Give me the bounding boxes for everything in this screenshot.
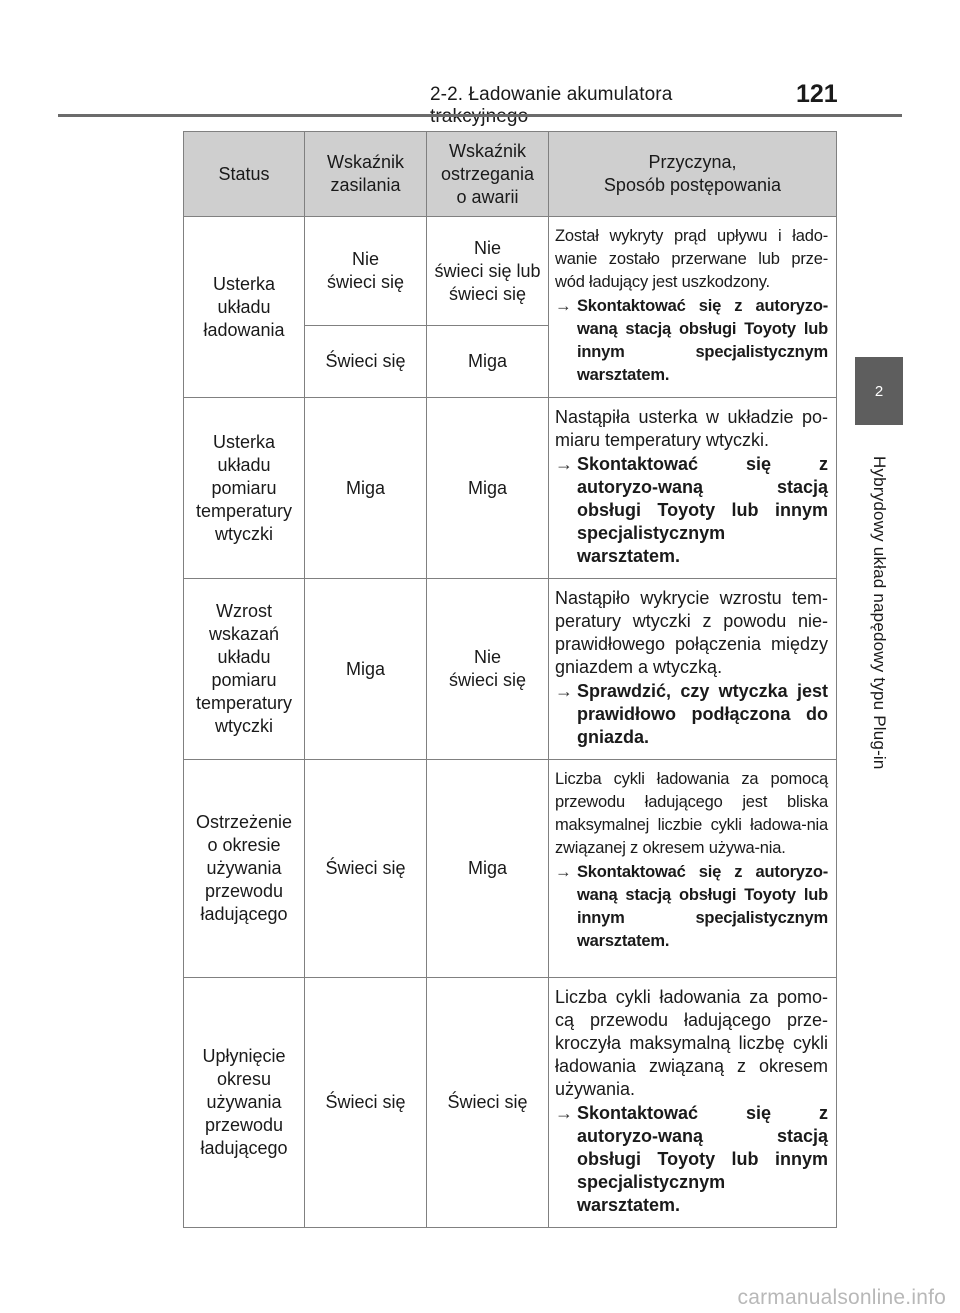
action-label: Skontaktować się z autoryzo-waną stacją obsługi Toyoty lub innym specjalistycznym warsztatem.	[577, 863, 828, 950]
table-row	[184, 217, 837, 326]
cause-text: Liczba cykli ładowania za pomo-cą przewodu ładującego prze-kroczyła maksymalną liczbę cykli ładowania związaną z okresem używania.	[555, 987, 828, 1099]
status-cell: Usterka układu ładowania	[184, 217, 305, 398]
arrow-right-icon: →	[555, 297, 572, 315]
chapter-label: Hybrydowy układ napędowy typu Plug-in	[870, 456, 889, 770]
action-text	[555, 295, 828, 387]
column-header-cause: Przyczyna, Sposób postępowania	[549, 132, 837, 217]
arrow-right-icon: →	[555, 681, 573, 701]
power-indicator-cell: Świeci się	[305, 326, 427, 398]
warning-indicator-cell: Miga	[427, 398, 549, 579]
power-indicator-cell: Miga	[305, 579, 427, 760]
action-label: Skontaktować się z autoryzo-waną stacją obsługi Toyoty lub innym specjalistycznym warsztatem.	[577, 454, 828, 566]
arrow-right-icon: →	[555, 863, 572, 881]
cause-text: Nastąpiło wykrycie wzrostu tem-peratury wtyczki z powodu nie-prawidłowego połączenia między gniazdem a wtyczką.	[555, 588, 828, 677]
header-divider	[58, 114, 902, 117]
action-label: Skontaktować się z autoryzo-waną stacją obsługi Toyoty lub innym specjalistycznym warsztatem.	[577, 297, 828, 384]
cause-text: Liczba cykli ładowania za pomocą przewodu ładującego jest bliska maksymalnej liczbie cykli ładowa-nia związanej z okresem używa-nia.	[555, 770, 828, 857]
warning-indicator-cell: Świeci się	[427, 978, 549, 1228]
action-text	[555, 861, 828, 953]
warning-indicator-cell: Miga	[427, 760, 549, 978]
warning-indicator-cell: Miga	[427, 326, 549, 398]
warning-indicator-cell: Nie świeci się	[427, 579, 549, 760]
cause-cell	[549, 579, 837, 760]
status-cell: Wzrost wskazań układu pomiaru temperatury wtyczki	[184, 579, 305, 760]
arrow-right-icon: →	[555, 454, 573, 474]
action-label: Sprawdzić, czy wtyczka jest prawidłowo podłączona do gniazda.	[577, 681, 828, 747]
cause-cell	[549, 760, 837, 978]
arrow-right-icon: →	[555, 1103, 573, 1123]
action-text	[555, 453, 828, 568]
cause-text: Został wykryty prąd upływu i łado-wanie zostało przerwane lub prze-wód ładujący jest uszkodzony.	[555, 227, 828, 291]
action-label: Skontaktować się z autoryzo-waną stacją obsługi Toyoty lub innym specjalistycznym warsztatem.	[577, 1103, 828, 1215]
cause-text: Nastąpiła usterka w układzie po-miaru temperatury wtyczki.	[555, 407, 828, 450]
page-number: 121	[796, 80, 838, 108]
chapter-tab: 2	[855, 357, 903, 425]
status-cell: Usterka układu pomiaru temperatury wtyczki	[184, 398, 305, 579]
status-cell: Ostrzeżenie o okresie używania przewodu ładującego	[184, 760, 305, 978]
cause-cell	[549, 398, 837, 579]
power-indicator-cell: Świeci się	[305, 978, 427, 1228]
column-header-power-indicator: Wskaźnik zasilania	[305, 132, 427, 217]
watermark: carmanualsonline.info	[737, 1286, 946, 1309]
table-header-row	[184, 132, 837, 217]
power-indicator-cell: Miga	[305, 398, 427, 579]
table-row	[184, 978, 837, 1228]
column-header-warning-indicator: Wskaźnik ostrzegania o awarii	[427, 132, 549, 217]
table-row	[184, 760, 837, 978]
power-indicator-cell: Świeci się	[305, 760, 427, 978]
warning-indicator-cell: Nie świeci się lub świeci się	[427, 217, 549, 326]
status-cell: Upłynięcie okresu używania przewodu ładującego	[184, 978, 305, 1228]
table-row	[184, 579, 837, 760]
column-header-status: Status	[184, 132, 305, 217]
action-text	[555, 1102, 828, 1217]
cause-cell	[549, 217, 837, 398]
table-row	[184, 398, 837, 579]
cause-cell	[549, 978, 837, 1228]
section-title: 2-2. Ładowanie akumulatora	[430, 84, 673, 105]
action-text	[555, 680, 828, 749]
power-indicator-cell: Nie świeci się	[305, 217, 427, 326]
indicator-status-table	[183, 131, 837, 1228]
